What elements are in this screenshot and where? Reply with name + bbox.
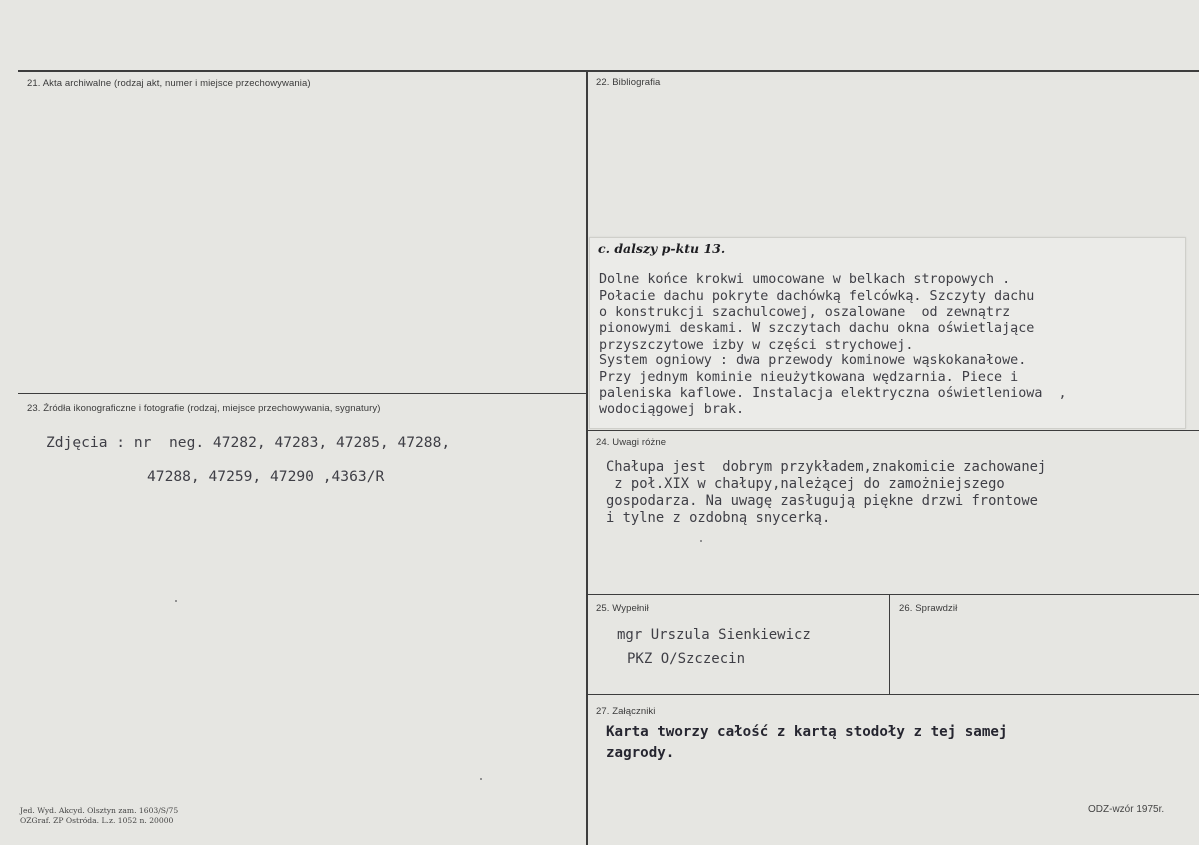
field-27-label: 27. Załączniki <box>596 706 656 717</box>
divider-25-27 <box>587 694 1199 695</box>
field-24-line-4: i tylne z ozdobną snycerką. <box>606 510 831 526</box>
continuation-line-9: wodociągowej brak. <box>599 402 745 417</box>
field-22-label: 22. Bibliografia <box>596 77 661 88</box>
divider-22-24 <box>587 430 1199 431</box>
top-border-line <box>18 70 1199 72</box>
continuation-line-4: pionowymi deskami. W szczytach dachu okna oświetlające <box>599 321 1035 336</box>
field-23-label: 23. Źródła ikonograficzne i fotografie (rodzaj, miejsce przechowywania, sygnatury) <box>27 403 381 414</box>
field-26-label: 26. Sprawdził <box>899 603 958 614</box>
continuation-line-1: Dolne końce krokwi umocowane w belkach stropowych . <box>599 272 1011 287</box>
field-25-label: 25. Wypełnił <box>596 603 649 614</box>
paper-speck <box>480 778 482 780</box>
field-21-label: 21. Akta archiwalne (rodzaj akt, numer i miejsce przechowywania) <box>27 78 311 89</box>
field-24-line-1: Chałupa jest dobrym przykładem,znakomicie zachowanej <box>606 459 1047 475</box>
printer-imprint-line-2: OZGraf. ZP Ostróda. L.z. 1052 n. 20000 <box>20 816 174 825</box>
field-27-line-2: zagrody. <box>606 745 675 761</box>
continuation-line-8: paleniska kaflowe. Instalacja elektryczna oświetleniowa , <box>599 386 1067 401</box>
field-23-line-1: Zdjęcia : nr neg. 47282, 47283, 47285, 47288, <box>46 434 451 451</box>
continuation-line-5: przyszczytowe izby w części strychowej. <box>599 338 914 353</box>
center-divider-line <box>586 71 588 845</box>
continuation-line-7: Przy jednym kominie nieużytkowana wędzarnia. Piece i <box>599 370 1019 385</box>
form-template-code: ODZ-wzór 1975r. <box>1088 804 1165 815</box>
continuation-line-2: Połacie dachu pokryte dachówką felcówką. Szczyty dachu <box>599 289 1035 304</box>
continuation-line-6: System ogniowy : dwa przewody kominowe wąskokanałowe. <box>599 353 1027 368</box>
field-25-line-2: PKZ O/Szczecin <box>627 651 746 667</box>
field-24-line-2: z poł.XIX w chałupy,należącej do zamożniejszego <box>606 476 1005 492</box>
field-23-line-2: 47288, 47259, 47290 ,4363/R <box>147 468 385 485</box>
continuation-heading: c. dalszy p-ktu 13. <box>598 241 726 256</box>
divider-24-25 <box>587 594 1199 595</box>
divider-25-26 <box>889 595 890 695</box>
printer-imprint-line-1: Jed. Wyd. Akcyd. Olsztyn zam. 1603/S/75 <box>20 806 179 815</box>
divider-21-23 <box>18 393 587 394</box>
continuation-line-3: o konstrukcji szachulcowej, oszalowane od zewnątrz <box>599 305 1011 320</box>
field-25-line-1: mgr Urszula Sienkiewicz <box>617 627 811 643</box>
printer-imprint <box>20 806 178 826</box>
paper-speck <box>700 540 702 542</box>
field-24-label: 24. Uwagi różne <box>596 437 667 448</box>
field-24-line-3: gospodarza. Na uwagę zasługują piękne drzwi frontowe <box>606 493 1038 509</box>
field-27-line-1: Karta tworzy całość z kartą stodoły z tej samej <box>606 724 1008 740</box>
paper-speck <box>175 600 177 602</box>
